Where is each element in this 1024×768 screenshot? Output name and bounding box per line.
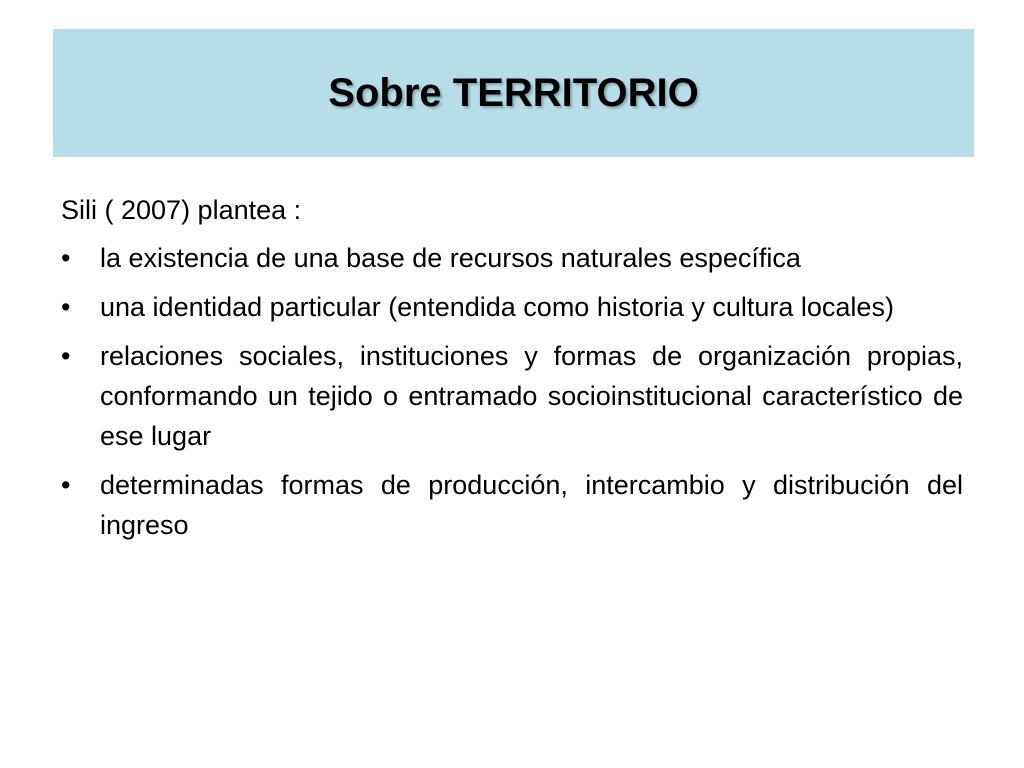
bullet-dot-icon: • — [61, 243, 71, 273]
slide-title: Sobre TERRITORIO — [328, 71, 699, 115]
bullet-dot-icon: • — [61, 470, 71, 500]
bullet-text: relaciones sociales, instituciones y formas de organización propias, conformando un tejido o entramado socioinstitucional característico de ese lugar — [100, 341, 963, 451]
bullet-item — [61, 336, 963, 456]
slide-body — [61, 190, 963, 554]
bullet-text: una identidad particular (entendida como historia y cultura locales) — [100, 292, 894, 322]
bullet-text: determinadas formas de producción, intercambio y distribución del ingreso — [100, 470, 963, 540]
bullet-list — [61, 238, 963, 545]
intro-text: Sili ( 2007) plantea : — [61, 195, 302, 225]
bullet-item — [61, 287, 963, 327]
bullet-item — [61, 465, 963, 545]
bullet-dot-icon: • — [61, 341, 71, 371]
title-bar — [53, 29, 974, 157]
bullet-dot-icon: • — [61, 292, 71, 322]
bullet-text: la existencia de una base de recursos naturales específica — [100, 243, 801, 273]
bullet-item — [61, 238, 963, 278]
